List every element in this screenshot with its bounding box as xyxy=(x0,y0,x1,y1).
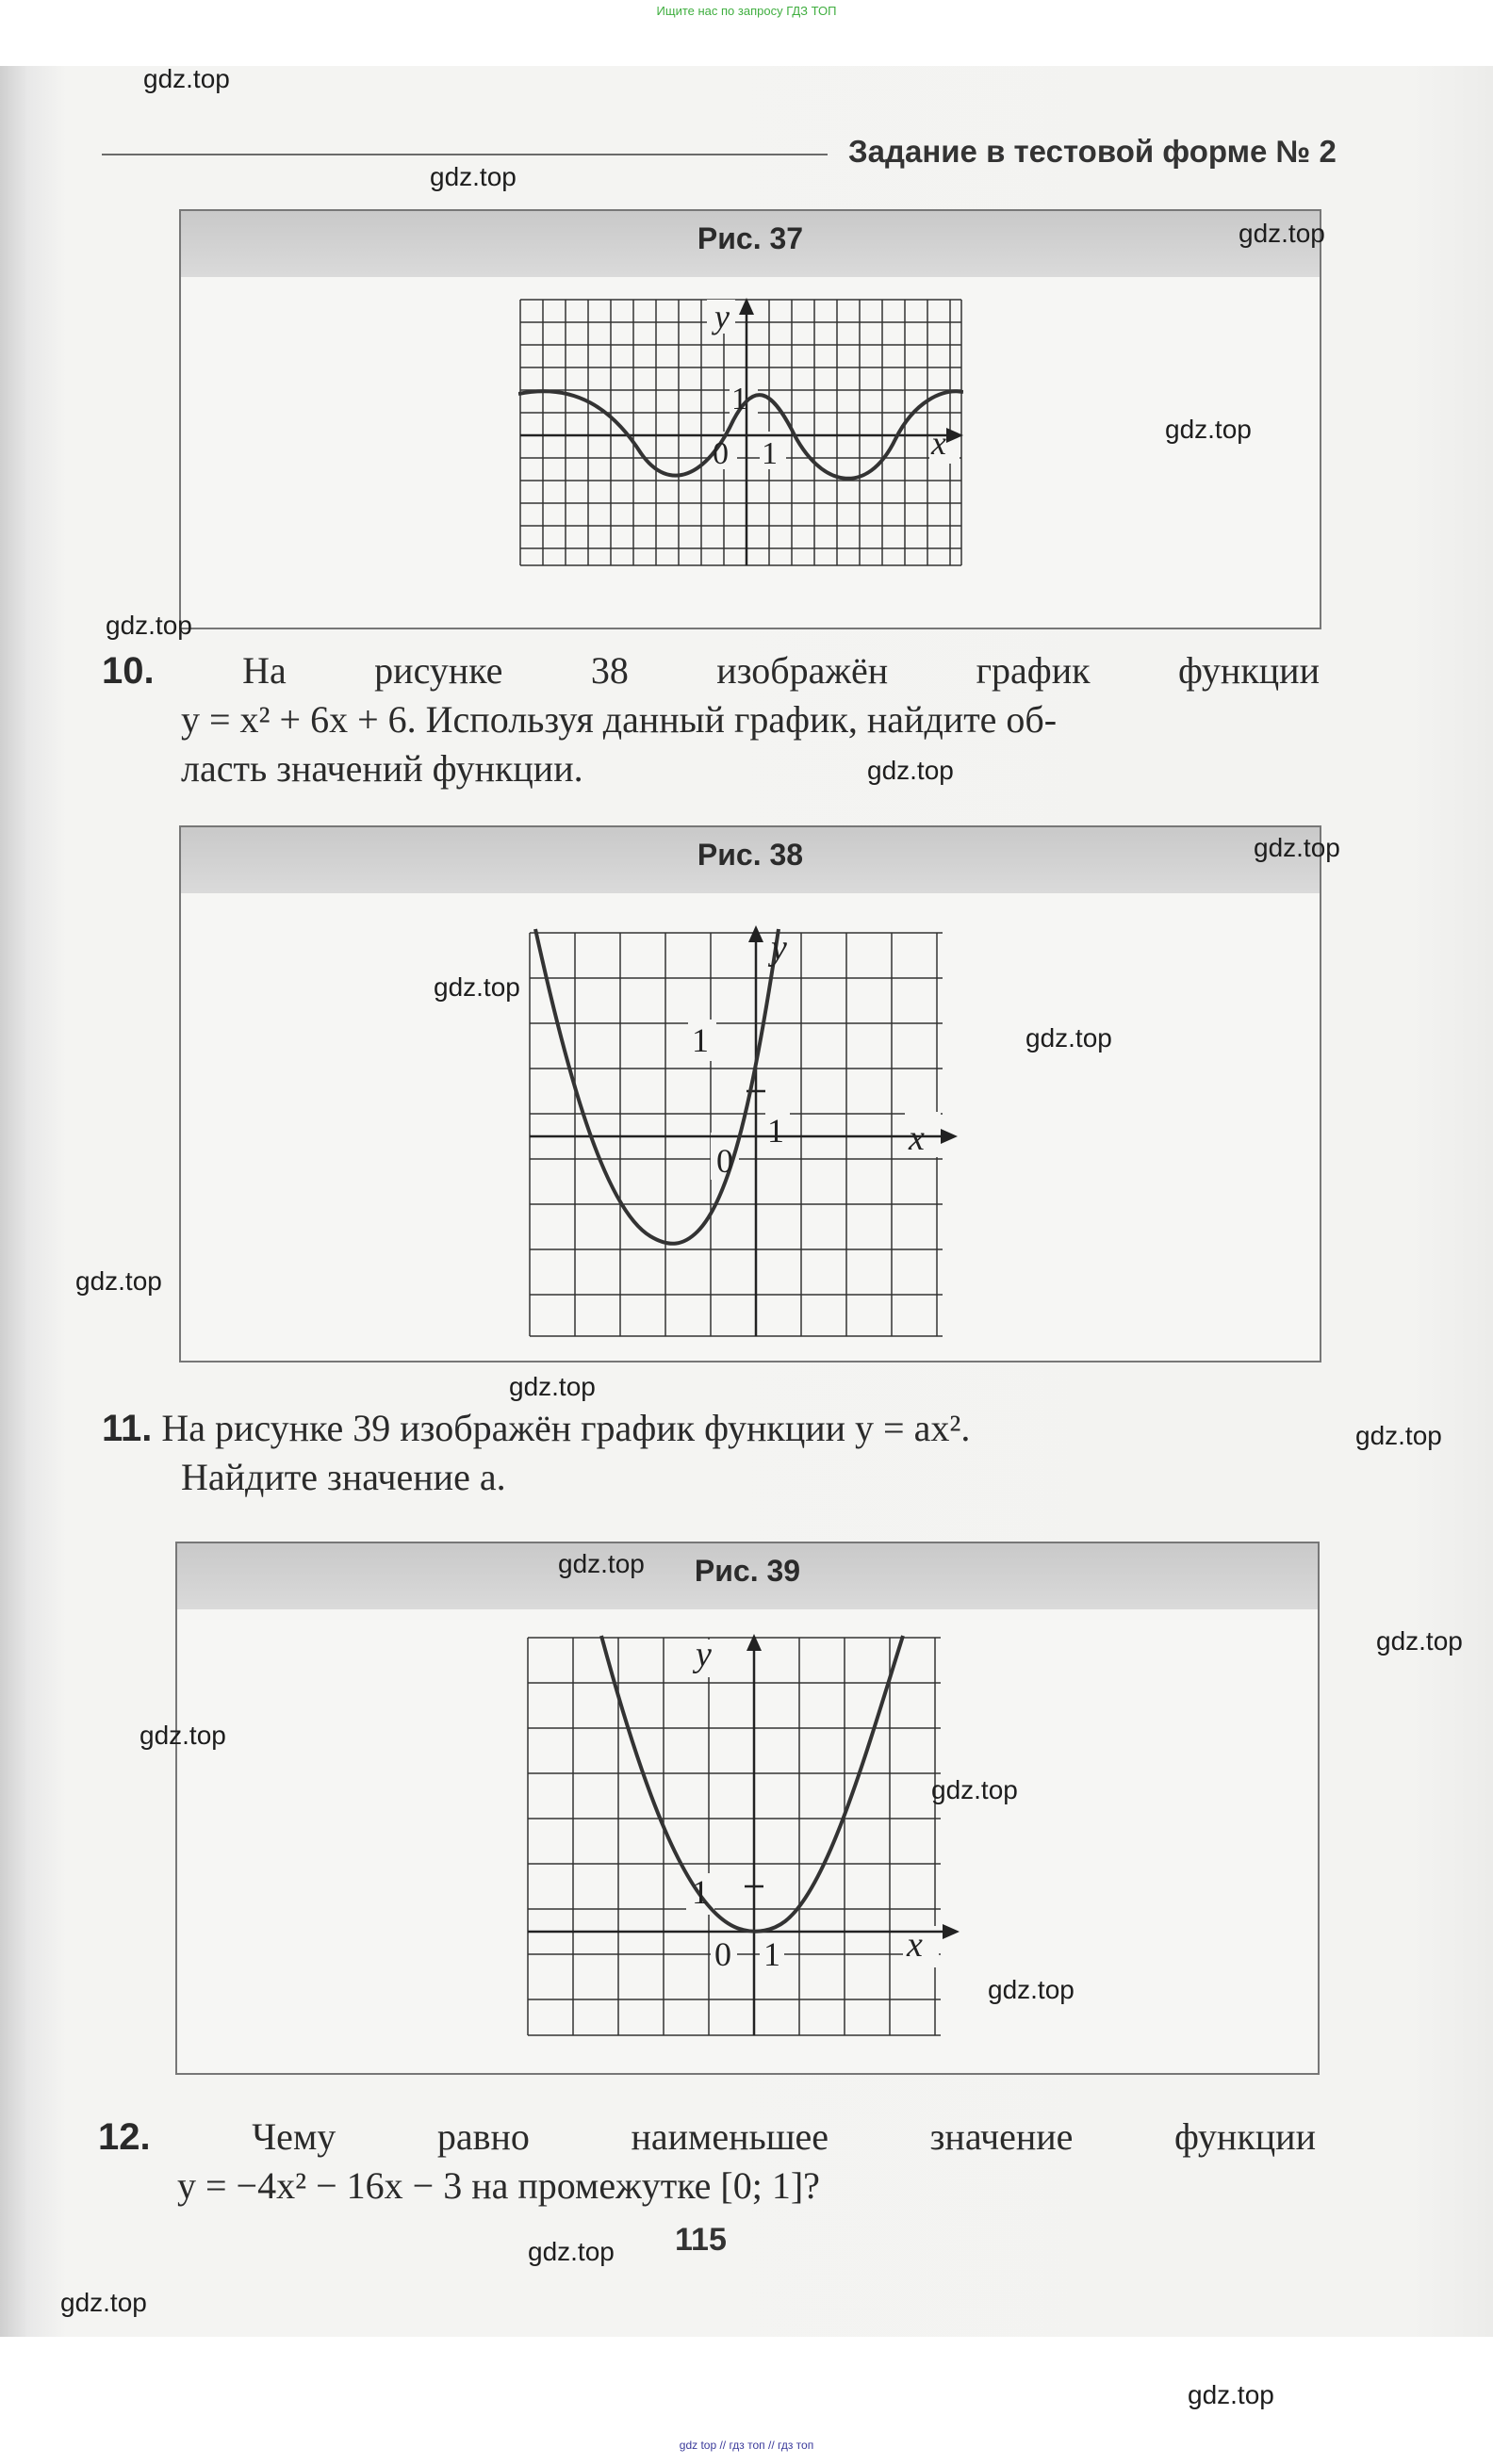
watermark: gdz.top xyxy=(1254,833,1340,862)
svg-text:y: y xyxy=(771,928,787,968)
task-11-text: На рисунке 39 изображён график функции y = ax². xyxy=(161,1407,971,1449)
svg-text:0: 0 xyxy=(713,436,729,471)
watermark: gdz.top xyxy=(1025,1023,1112,1053)
svg-text:x: x xyxy=(907,1925,923,1965)
task-11 xyxy=(102,1404,1327,1502)
word: график xyxy=(976,649,1091,692)
watermark: gdz.top xyxy=(1239,219,1325,248)
watermark: gdz.top xyxy=(931,1775,1018,1804)
svg-text:0: 0 xyxy=(714,1935,731,1973)
svg-text:1: 1 xyxy=(692,1021,709,1059)
figure-caption: Рис. 37 xyxy=(181,211,1320,277)
task-10-line-3: ласть значений функции. xyxy=(181,747,583,790)
task-10-line-1 xyxy=(102,646,1320,695)
word: 38 xyxy=(590,649,629,692)
svg-text:1: 1 xyxy=(731,382,747,416)
watermark: gdz.top xyxy=(60,2288,147,2317)
svg-text:1: 1 xyxy=(692,1873,709,1911)
watermark: gdz.top xyxy=(434,972,520,1002)
word: На xyxy=(242,649,287,692)
word: рисунке xyxy=(374,649,503,692)
svg-text:1: 1 xyxy=(763,1935,780,1973)
figure-38-graph xyxy=(528,925,958,1338)
task-number: 12. xyxy=(98,2116,151,2158)
watermark: gdz.top xyxy=(1376,1626,1463,1656)
watermark: gdz.top xyxy=(106,611,192,640)
figure-39-graph xyxy=(526,1634,960,2039)
svg-text:1: 1 xyxy=(762,436,778,471)
task-12 xyxy=(98,2113,1316,2211)
figure-37-graph xyxy=(518,298,963,567)
page-number: 115 xyxy=(675,2222,727,2258)
top-banner[interactable]: Ищите нас по запросу ГДЗ ТОП xyxy=(656,4,837,18)
word: изображён xyxy=(716,649,889,692)
watermark: gdz.top xyxy=(509,1372,596,1401)
task-10 xyxy=(102,646,1320,793)
word: функции xyxy=(1174,2115,1316,2158)
task-12-line-1 xyxy=(98,2113,1316,2162)
figure-39 xyxy=(175,1542,1320,2075)
task-number: 10. xyxy=(102,650,155,692)
watermark: gdz.top xyxy=(1355,1421,1442,1450)
watermark: gdz.top xyxy=(143,64,230,93)
footer-links[interactable]: gdz top // гдз топ // гдз топ xyxy=(679,2439,814,2452)
watermark: gdz.top xyxy=(867,756,954,785)
task-12-line-2: y = −4x² − 16x − 3 на промежутке [0; 1]? xyxy=(177,2164,820,2207)
word: значение xyxy=(929,2115,1074,2158)
watermark: gdz.top xyxy=(139,1721,226,1750)
svg-text:y: y xyxy=(696,1635,712,1674)
figure-caption: Рис. 39 xyxy=(177,1543,1318,1609)
header-rule xyxy=(102,154,828,155)
figure-38 xyxy=(179,825,1321,1363)
watermark: gdz.top xyxy=(75,1266,162,1296)
watermark: gdz.top xyxy=(430,162,517,191)
watermark: gdz.top xyxy=(1188,2380,1274,2409)
word: Чему xyxy=(252,2115,336,2158)
task-number: 11. xyxy=(102,1408,153,1449)
watermark: gdz.top xyxy=(1165,415,1252,444)
watermark: gdz.top xyxy=(528,2237,615,2266)
section-header: Задание в тестовой форме № 2 xyxy=(848,134,1337,169)
figure-37 xyxy=(179,209,1321,629)
svg-text:0: 0 xyxy=(716,1142,733,1180)
task-11-line-2: Найдите значение a. xyxy=(181,1456,506,1498)
task-10-line-2: y = x² + 6x + 6. Используя данный график, найдите об- xyxy=(181,698,1058,741)
task-11-line-1 xyxy=(102,1404,1327,1453)
svg-text:x: x xyxy=(931,424,946,462)
svg-text:1: 1 xyxy=(767,1112,784,1150)
svg-text:y: y xyxy=(714,298,730,335)
word: равно xyxy=(436,2115,530,2158)
word: наименьшее xyxy=(631,2115,829,2158)
word: функции xyxy=(1178,649,1320,692)
watermark: gdz.top xyxy=(558,1549,645,1578)
watermark: gdz.top xyxy=(988,1975,1075,2004)
svg-text:x: x xyxy=(909,1118,925,1158)
figure-caption: Рис. 38 xyxy=(181,827,1320,893)
